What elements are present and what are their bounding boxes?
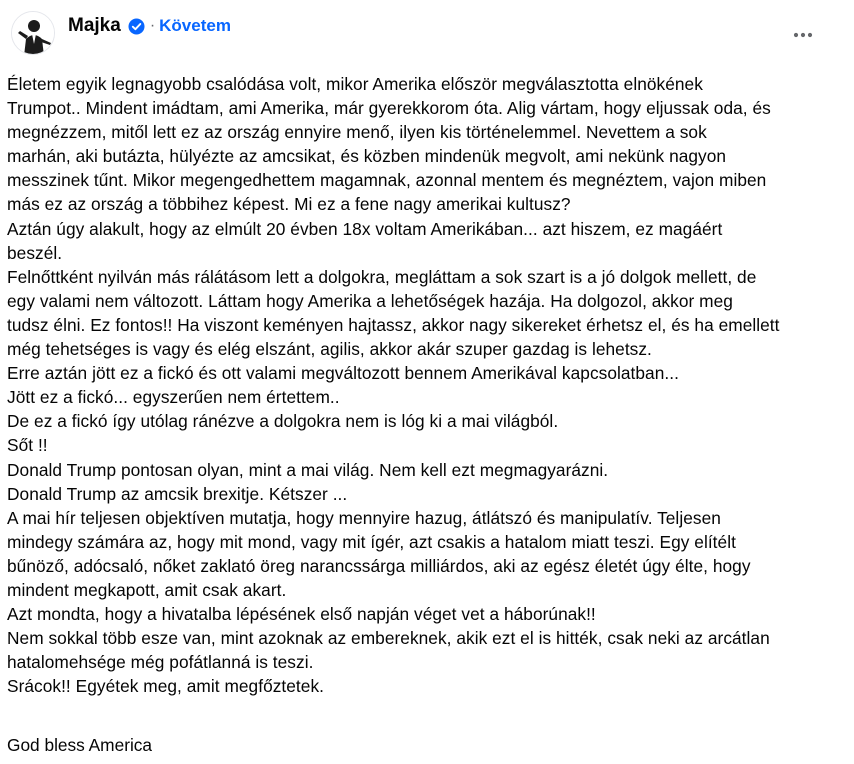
- post-line: bűnöző, adócsaló, nőket zaklató öreg narancssárga milliárdos, aki az egész életét úgy élte, hogy: [7, 555, 751, 576]
- post-line: Srácok!! Egyétek meg, amit megfőztetek.: [7, 676, 324, 697]
- post-line: más ez az ország a többihez képest. Mi ez a fene nagy amerikai kultusz?: [7, 194, 571, 215]
- more-options-button[interactable]: [779, 17, 827, 53]
- post-line: Trumpot.. Mindent imádtam, ami Amerika, már gyerekkorom óta. Alig vártam, hogy eljussak oda, és: [7, 98, 771, 119]
- post-line: messzinek tűnt. Mikor megengedhettem magamnak, azonnal mentem és megnéztem, vajon miben: [7, 170, 767, 191]
- post-line: beszél.: [7, 242, 63, 263]
- more-options-icon: [793, 32, 813, 38]
- post-line: Aztán úgy alakult, hogy az elmúlt 20 évben 18x voltam Amerikában... azt hiszem, ez magáért: [7, 218, 723, 239]
- verified-badge-icon: [128, 18, 145, 35]
- avatar-photo: [12, 12, 55, 55]
- post-line: Jött ez a fickó... egyszerűen nem értettem..: [7, 387, 340, 408]
- post-line: Sőt !!: [7, 435, 48, 456]
- post-header: [0, 0, 854, 70]
- post-line: mindent megkapott, amit csak akart.: [7, 579, 287, 600]
- post-line: A mai hír teljesen objektíven mutatja, hogy mennyire hazug, átlátszó és manipulatív. Teljesen: [7, 507, 721, 528]
- name-separator: ·: [149, 17, 156, 34]
- post-text: [7, 72, 847, 698]
- post-line: hatalomehsége még pofátlanná is teszi.: [7, 652, 314, 673]
- post-line: Erre aztán jött ez a fickó és ott valami megváltozott bennem Amerikával kapcsolatban...: [7, 363, 679, 384]
- post-line: Felnőttként nyilván más rálátásom lett a dolgokra, megláttam a sok szart is a jó dolgok mellett, de: [7, 266, 757, 287]
- author-avatar[interactable]: [11, 11, 55, 55]
- following-button[interactable]: Követem: [159, 16, 231, 35]
- post-line: még tehetséges is vagy és elég elszánt, agilis, akkor akár szuper gazdag is lehetsz.: [7, 339, 652, 360]
- post-line: Nem sokkal több esze van, mint azoknak az embereknek, akik ezt el is hitték, csak neki az arcátlan: [7, 628, 770, 649]
- author-name[interactable]: Majka: [68, 15, 121, 36]
- post-line: egy valami nem változott. Láttam hogy Amerika a lehetőségek hazája. Ha dolgozol, akkor meg: [7, 290, 733, 311]
- post-line: megnézzem, mitől lett ez az ország ennyire menő, ilyen kis történelemmel. Nevettem a sok: [7, 122, 707, 143]
- post-line: tudsz élni. Ez fontos!! Ha viszont keményen hajtassz, akkor nagy sikereket érhetsz el, és ha emellett: [7, 314, 780, 335]
- post-line: Donald Trump az amcsik brexitje. Kétszer ...: [7, 483, 348, 504]
- post-line: De ez a fickó így utólag ránézve a dolgokra nem is lóg ki a mai világból.: [7, 411, 559, 432]
- post-line: Donald Trump pontosan olyan, mint a mai világ. Nem kell ezt megmagyarázni.: [7, 459, 609, 480]
- post-line: marhán, aki butázta, hülyézte az amcsikat, és közben mindenük megvolt, ami nekünk nagyon: [7, 146, 727, 167]
- post-line: mindegy számára az, hogy mit mond, vagy mit ígér, azt csakis a hatalom miatt teszi. Egy elítélt: [7, 531, 736, 552]
- post-line: Életem egyik legnagyobb csalódása volt, mikor Amerika először megválasztotta elnökének: [7, 74, 703, 94]
- post-line: Azt mondta, hogy a hivatalba lépésének első napján véget vet a háborúnak!!: [7, 604, 596, 625]
- author-row: [68, 12, 231, 40]
- post-sign-off: God bless America: [7, 735, 153, 755]
